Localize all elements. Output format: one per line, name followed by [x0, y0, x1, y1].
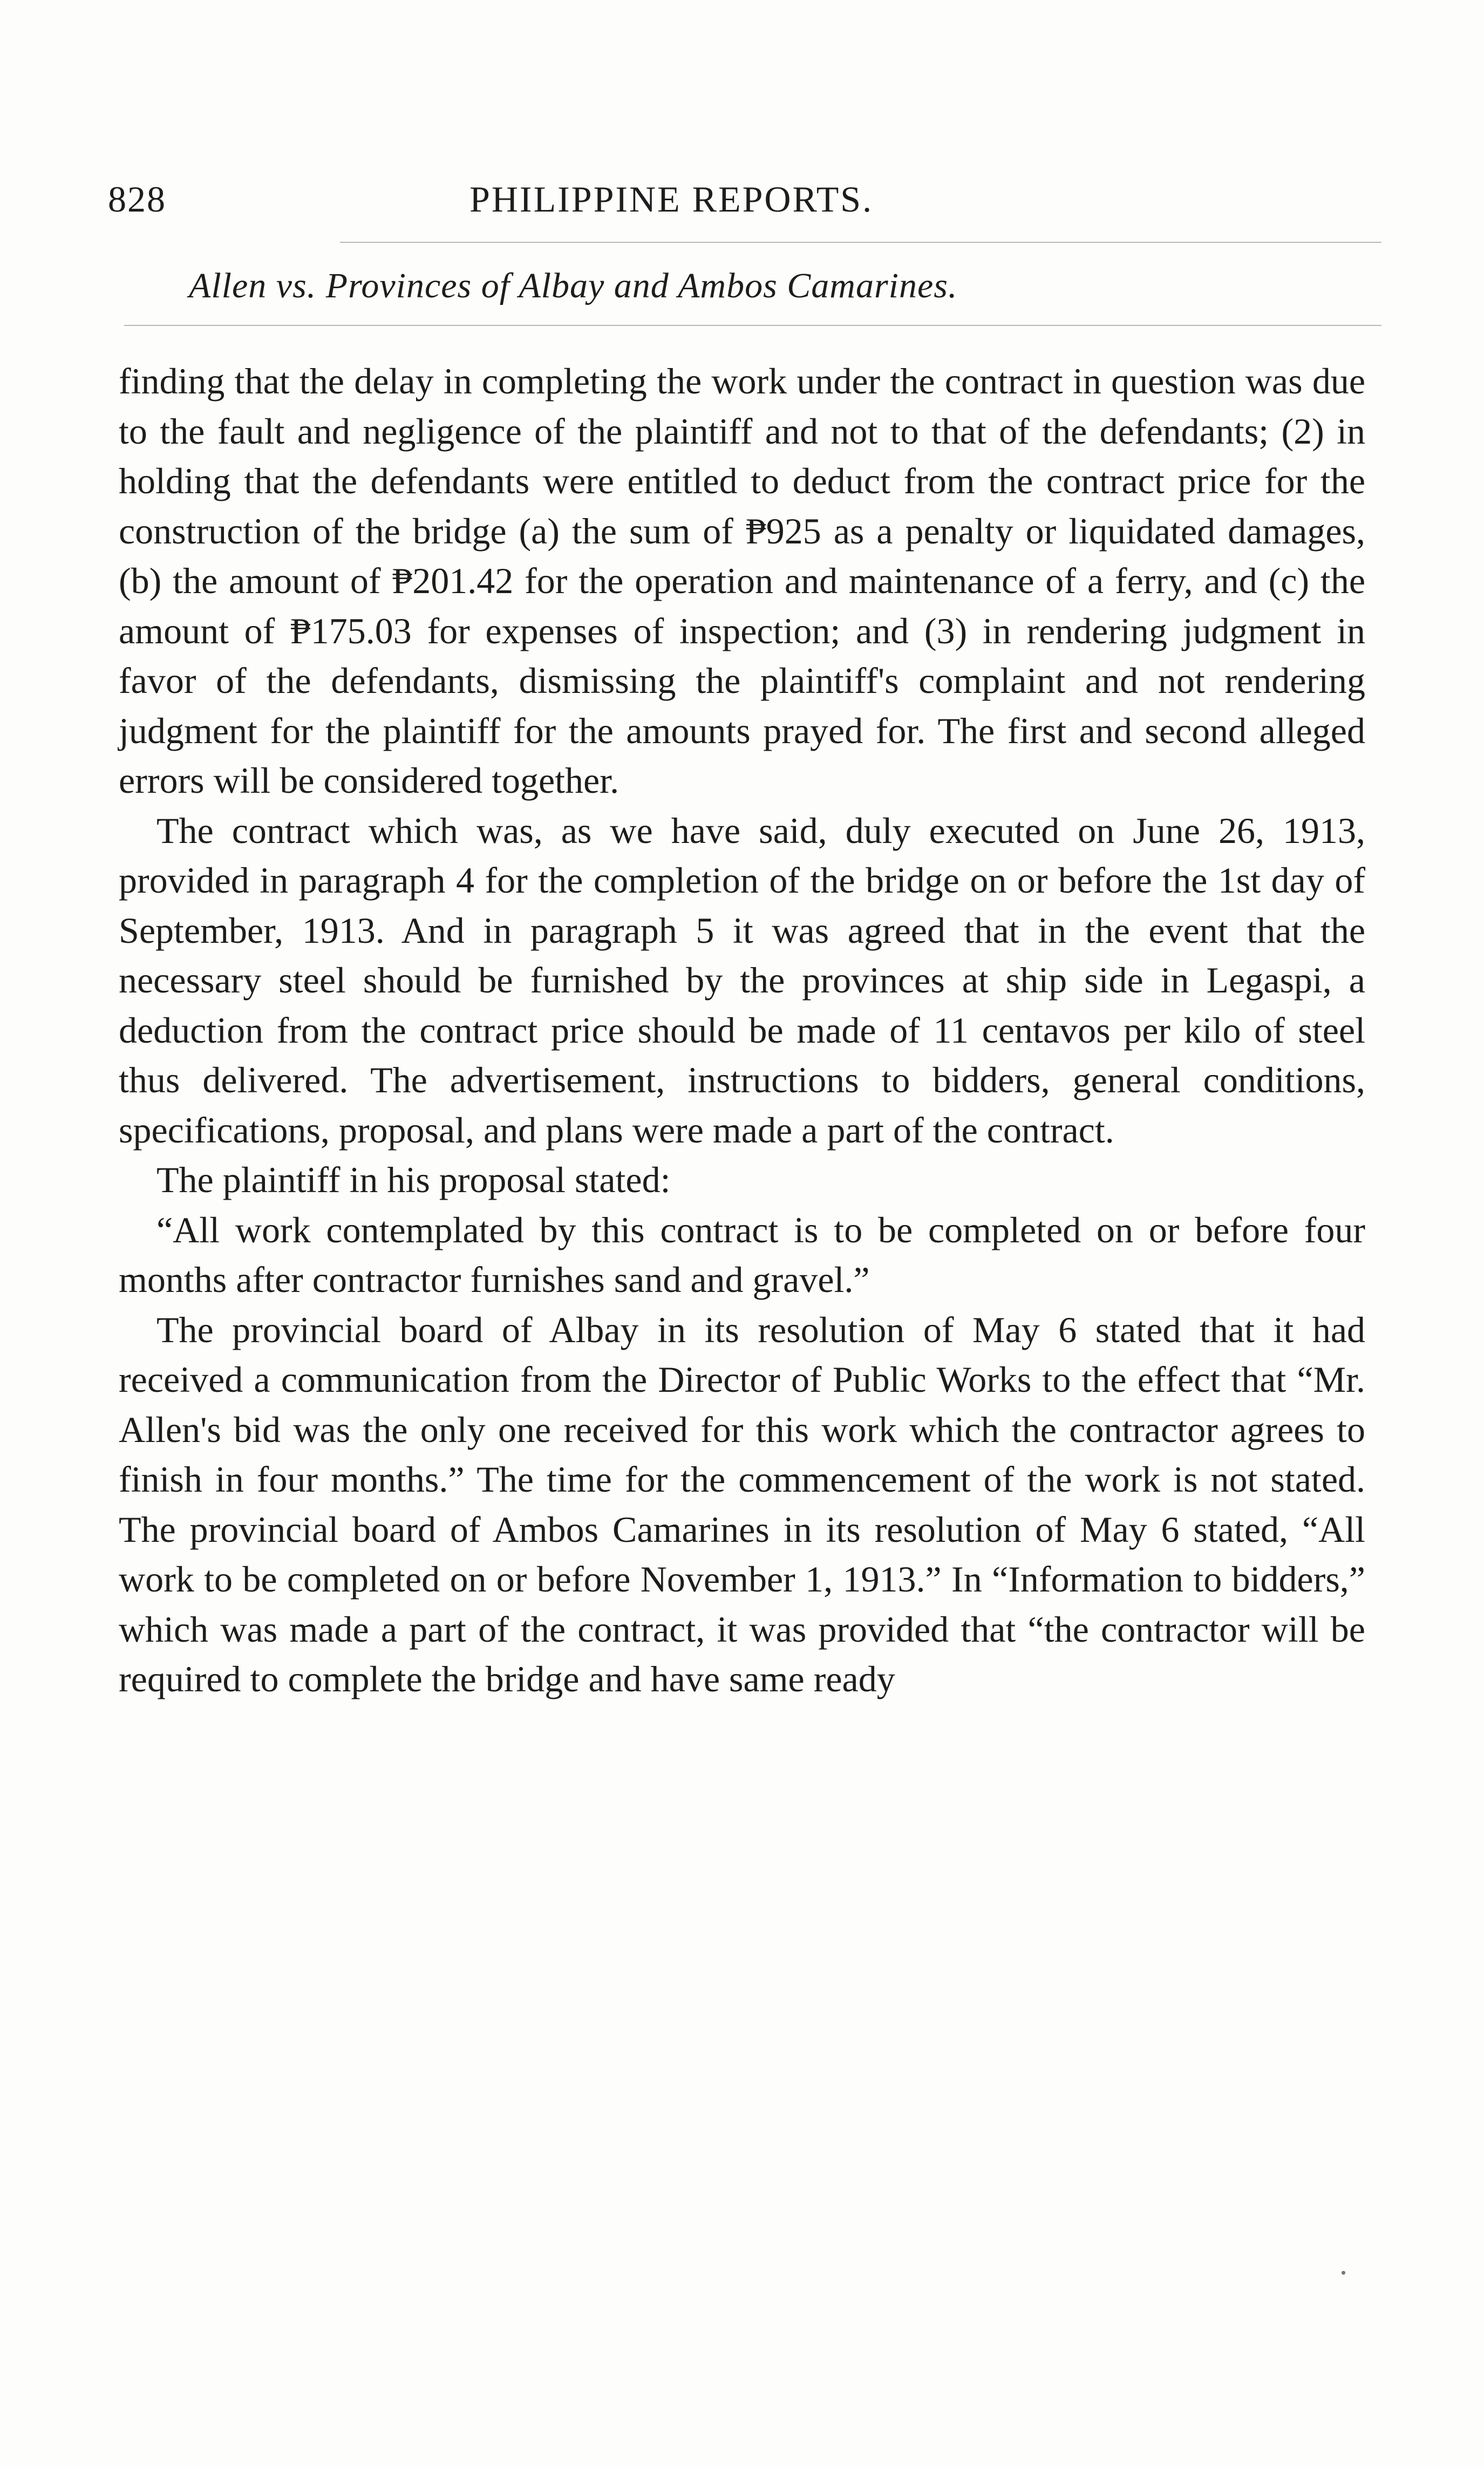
paragraph-proposal-intro: The plaintiff in his proposal stated: — [156, 1159, 671, 1200]
quoted-proposal: “All work contemplated by this contract is to be completed on or before four months after contractor furnishes sand and gravel.” — [119, 1209, 1365, 1300]
paragraph-continued: finding that the delay in completing the work under the contract in question was due to the fault and negligence of the plaintiff and not to that of the defendants; (2) in holding that the defendants were entitled to deduct from the contract price for the construction of the bridge (a) the sum of ₱925 as a penalty or liquidated damages, (b) the amount of ₱201.42 for the operation and maintenance of a ferry, and (c) the amount of ₱175.03 for expenses of inspection; and (3) in rendering judgment in favor of the defendants, dismissing the plaintiff's complaint and not rendering judgment for the plaintiff for the amounts prayed for. The first and second alleged errors will be considered together. — [119, 361, 1365, 801]
running-head — [108, 178, 1371, 237]
header-rule — [340, 242, 1381, 243]
case-title-rule — [124, 325, 1381, 326]
paragraph-contract: The contract which was, as we have said, duly executed on June 26, 1913, provided in paragraph 4 for the completion of the bridge on or before the 1st day of September, 1913. And in paragraph 5 it was agreed that in the event that the necessary steel should be furnished by the provinces at ship side in Legaspi, a deduction from the contract price should be made of 11 centavos per kilo of steel thus delivered. The advertisement, instructions to bidders, general conditions, specifications, proposal, and plans were made a part of the contract. — [119, 810, 1365, 1151]
page — [108, 178, 1371, 1699]
edge-mark: . — [1339, 2246, 1347, 2281]
paragraph-resolution: The provincial board of Albay in its resolution of May 6 stated that it had received a communication from the Director of Public Works to the effect that “Mr. Allen's bid was the only one received for this work which the contractor agrees to finish in four months.” The time for the commencement of the work is not stated. The provincial board of Ambos Camarines in its resolution of May 6 stated, “All work to be completed on or before November 1, 1913.” In “Information to bidders,” which was made a part of the contract, it was provided that “the contractor will be required to complete the bridge and have same ready — [119, 1309, 1365, 1699]
page-number: 828 — [108, 179, 166, 220]
case-title: Allen vs. Provinces of Albay and Ambos Camarines. — [189, 266, 958, 305]
body-text — [119, 356, 1365, 1704]
header-title: PHILIPPINE REPORTS. — [469, 179, 874, 220]
